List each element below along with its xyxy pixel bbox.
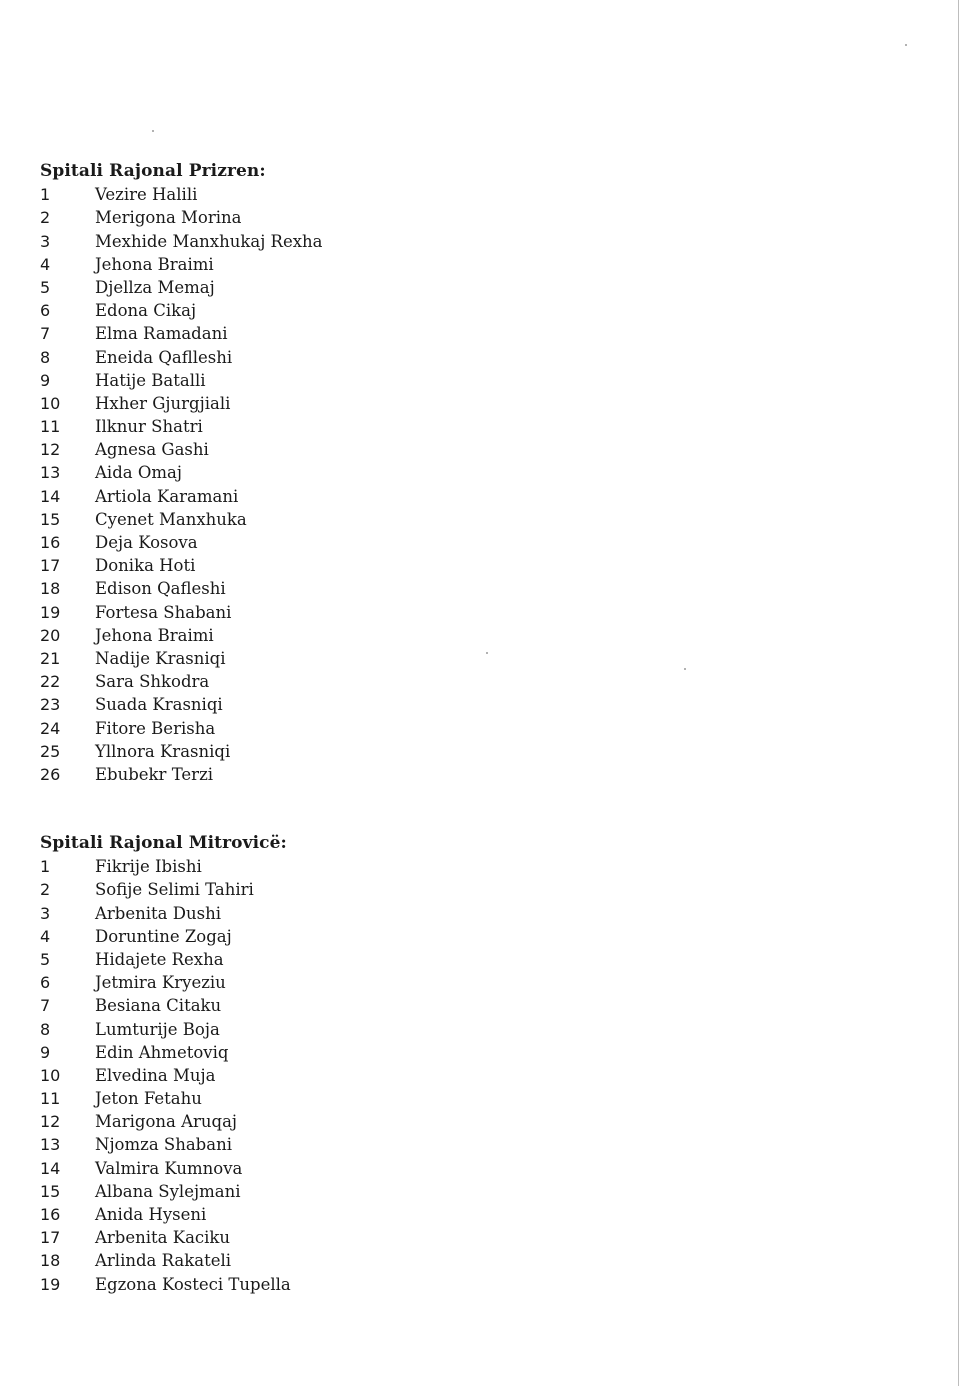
list-item (40, 183, 640, 206)
item-number: 22 (40, 672, 61, 692)
list-item (40, 717, 640, 740)
list-item (40, 670, 640, 693)
list-item (40, 346, 640, 369)
list-item (40, 1110, 640, 1133)
item-number: 1 (40, 857, 51, 877)
person-name: Ebubekr Terzi (95, 764, 214, 784)
person-name: Besiana Citaku (95, 996, 222, 1016)
person-name: Yllnora Krasniqi (95, 741, 231, 761)
item-number: 1 (40, 185, 51, 205)
person-name: Artiola Karamani (95, 486, 239, 506)
list-item (40, 1249, 640, 1272)
item-number: 3 (40, 903, 51, 923)
item-number: 3 (40, 231, 51, 251)
person-name: Albana Sylejmani (95, 1181, 241, 1201)
item-number: 4 (40, 254, 51, 274)
person-name: Vezire Halili (95, 185, 198, 205)
list-item (40, 1273, 640, 1296)
person-name: Edona Cikaj (95, 301, 197, 321)
list-item (40, 438, 640, 461)
section-mitrovice (40, 832, 640, 1296)
scan-speck (152, 130, 154, 132)
person-name: Marigona Aruqaj (95, 1112, 238, 1132)
list-item (40, 647, 640, 670)
list-item (40, 392, 640, 415)
list-item (40, 855, 640, 878)
list-item (40, 276, 640, 299)
person-name: Fortesa Shabani (95, 602, 232, 622)
item-number: 8 (40, 1019, 51, 1039)
list-item (40, 415, 640, 438)
list-item (40, 369, 640, 392)
list-item (40, 230, 640, 253)
person-name: Anida Hyseni (95, 1205, 207, 1224)
item-number: 25 (40, 741, 61, 761)
page-edge-line (958, 0, 959, 1386)
list-item (40, 1226, 640, 1249)
item-number: 15 (40, 509, 61, 529)
list-item (40, 740, 640, 763)
scan-speck (905, 44, 907, 46)
person-name: Hatije Batalli (95, 370, 206, 390)
item-number: 9 (40, 370, 51, 390)
person-name: Jetmira Kryeziu (95, 973, 226, 993)
item-number: 2 (40, 208, 51, 228)
person-name: Sofije Selimi Tahiri (95, 880, 254, 900)
person-name: Valmira Kumnova (95, 1158, 243, 1178)
list-item (40, 461, 640, 484)
item-number: 16 (40, 533, 61, 552)
item-number: 12 (40, 440, 61, 460)
list-item (40, 1157, 640, 1180)
item-number: 10 (40, 393, 61, 413)
item-number: 18 (40, 1251, 61, 1271)
item-number: 21 (40, 648, 61, 668)
section-title: Spitali Rajonal Mitrovicë: (40, 833, 287, 853)
person-name: Edin Ahmetoviq (95, 1042, 229, 1062)
person-name: Sara Shkodra (95, 672, 210, 692)
item-number: 17 (40, 556, 61, 576)
item-number: 13 (40, 463, 61, 483)
staff-list (40, 855, 640, 1296)
item-number: 5 (40, 949, 51, 969)
person-name: Elma Ramadani (95, 324, 228, 344)
item-number: 6 (40, 973, 51, 993)
list-item (40, 508, 640, 531)
person-name: Suada Krasniqi (95, 695, 223, 715)
person-name: Hxher Gjurgjiali (95, 393, 231, 413)
person-name: Donika Hoti (95, 556, 196, 576)
list-item (40, 206, 640, 229)
list-item (40, 1018, 640, 1041)
list-item (40, 1203, 640, 1226)
person-name: Lumturije Boja (95, 1019, 220, 1039)
list-item (40, 1064, 640, 1087)
person-name: Mexhide Manxhukaj Rexha (95, 231, 323, 251)
list-item (40, 971, 640, 994)
list-item (40, 322, 640, 345)
list-item (40, 554, 640, 577)
person-name: Elvedina Muja (95, 1065, 216, 1085)
item-number: 20 (40, 625, 61, 645)
list-item (40, 1041, 640, 1064)
list-item (40, 1087, 640, 1110)
item-number: 8 (40, 347, 51, 367)
item-number: 12 (40, 1112, 61, 1132)
list-item (40, 1180, 640, 1203)
person-name: Deja Kosova (95, 533, 198, 552)
item-number: 14 (40, 1158, 61, 1178)
list-item (40, 994, 640, 1017)
list-item (40, 693, 640, 716)
list-item (40, 253, 640, 276)
section-title: Spitali Rajonal Prizren: (40, 161, 266, 181)
person-name: Arbenita Dushi (95, 903, 221, 923)
person-name: Hidajete Rexha (95, 949, 224, 969)
scan-speck (684, 668, 686, 670)
item-number: 19 (40, 1274, 61, 1294)
section-prizren (40, 160, 640, 786)
person-name: Njomza Shabani (95, 1135, 232, 1155)
person-name: Arbenita Kaciku (95, 1228, 231, 1248)
list-item (40, 485, 640, 508)
person-name: Egzona Kosteci Tupella (95, 1274, 291, 1294)
item-number: 19 (40, 602, 61, 622)
person-name: Djellza Memaj (95, 277, 215, 297)
list-item (40, 299, 640, 322)
item-number: 14 (40, 486, 61, 506)
item-number: 6 (40, 301, 51, 321)
item-number: 11 (40, 1089, 61, 1109)
person-name: Eneida Qaflleshi (95, 347, 233, 367)
item-number: 9 (40, 1042, 51, 1062)
person-name: Fikrije Ibishi (95, 857, 202, 877)
list-item (40, 948, 640, 971)
list-item (40, 902, 640, 925)
person-name: Ilknur Shatri (95, 417, 203, 437)
item-number: 16 (40, 1205, 61, 1224)
list-item (40, 925, 640, 948)
item-number: 18 (40, 579, 61, 599)
list-item (40, 531, 640, 554)
person-name: Nadije Krasniqi (95, 648, 226, 668)
person-name: Fitore Berisha (95, 718, 216, 738)
item-number: 7 (40, 324, 51, 344)
item-number: 17 (40, 1228, 61, 1248)
item-number: 11 (40, 417, 61, 437)
list-item (40, 1133, 640, 1156)
item-number: 23 (40, 695, 61, 715)
item-number: 5 (40, 277, 51, 297)
person-name: Aida Omaj (95, 463, 182, 483)
person-name: Doruntine Zogaj (95, 926, 232, 946)
list-item (40, 624, 640, 647)
person-name: Jehona Braimi (95, 254, 214, 274)
list-item (40, 601, 640, 624)
person-name: Merigona Morina (95, 208, 242, 228)
item-number: 13 (40, 1135, 61, 1155)
item-number: 15 (40, 1181, 61, 1201)
list-item (40, 577, 640, 600)
item-number: 26 (40, 764, 61, 784)
list-item (40, 763, 640, 786)
person-name: Agnesa Gashi (95, 440, 209, 460)
person-name: Jehona Braimi (95, 625, 214, 645)
person-name: Edison Qafleshi (95, 579, 226, 599)
item-number: 24 (40, 718, 61, 738)
list-item (40, 878, 640, 901)
item-number: 10 (40, 1065, 61, 1085)
item-number: 7 (40, 996, 51, 1016)
person-name: Cyenet Manxhuka (95, 509, 247, 529)
item-number: 2 (40, 880, 51, 900)
item-number: 4 (40, 926, 51, 946)
staff-list (40, 183, 640, 786)
person-name: Arlinda Rakateli (95, 1251, 232, 1271)
person-name: Jeton Fetahu (95, 1089, 202, 1109)
